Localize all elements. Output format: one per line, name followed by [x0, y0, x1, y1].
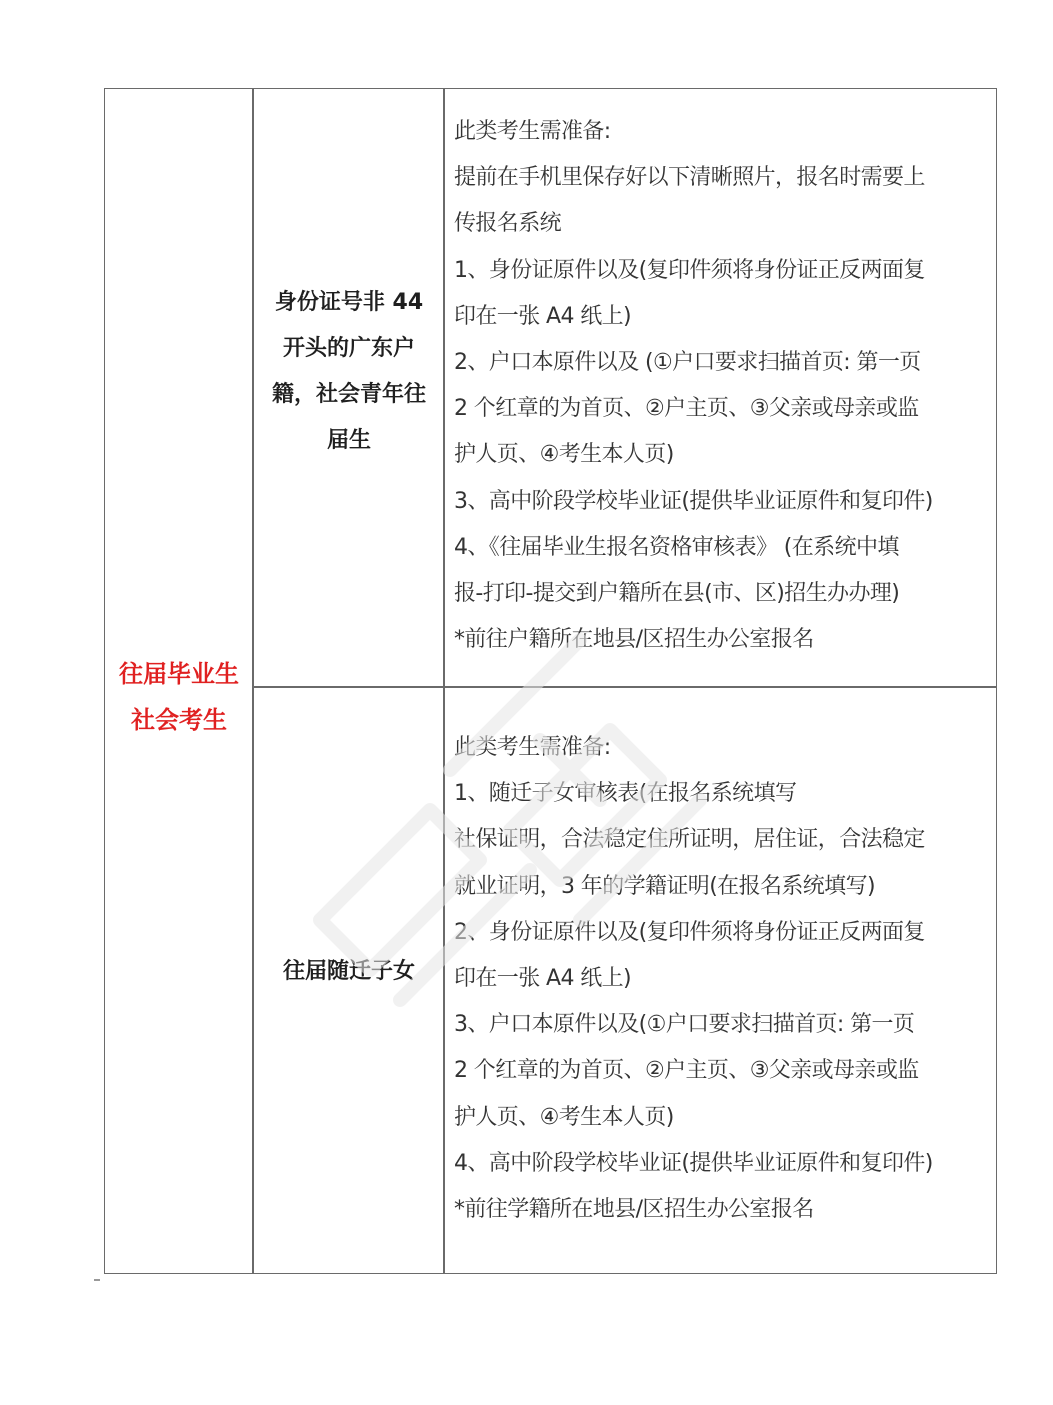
category-label: [119, 651, 239, 743]
requirement-line: 4、《往届毕业生报名资格审核表》 (在系统中填: [454, 534, 899, 560]
requirement-line: 此类考生需准备:: [454, 119, 611, 144]
requirement-line: 印在一张 A4 纸上): [454, 966, 632, 992]
subcategory-line: 籍，社会青年往: [271, 381, 426, 407]
requirement-line: 此类考生需准备:: [454, 735, 611, 760]
requirement-line: 社保证明，合法稳定住所证明，居住证，合法稳定: [454, 827, 925, 853]
requirement-line: 2、户口本原件以及 (①户口要求扫描首页: 第一页: [454, 350, 921, 376]
subcategory-cell-native-hukou: [254, 89, 444, 686]
requirement-line: 3、高中阶段学校毕业证(提供毕业证原件和复印件): [454, 488, 933, 514]
category-line: 社会考生: [131, 706, 227, 734]
requirement-line: 2 个红章的为首页、②户主页、③父亲或母亲或监: [454, 1058, 919, 1084]
subcategory-line: 届生: [326, 427, 371, 453]
category-cell: [105, 89, 253, 1273]
requirement-line: *前往学籍所在地县/区招生办公室报名: [454, 1197, 814, 1223]
requirement-line: 1、身份证原件以及(复印件须将身份证正反两面复: [454, 257, 925, 283]
requirement-line: 2 个红章的为首页、②户主页、③父亲或母亲或监: [454, 396, 919, 422]
subcategory-label: [261, 949, 437, 995]
requirements-cell-native-hukou: [445, 109, 997, 663]
subcategory-cell-migrant-children: [254, 688, 444, 1275]
requirement-line: 2、身份证原件以及(复印件须将身份证正反两面复: [454, 919, 925, 945]
requirement-line: 就业证明，3 年的学籍证明(在报名系统填写): [454, 873, 875, 899]
requirement-line: 印在一张 A4 纸上): [454, 303, 632, 329]
subcategory-line: 身份证号非 44: [274, 289, 424, 315]
requirement-line: 传报名系统: [454, 211, 562, 237]
subcategory-line: 开头的广东户: [282, 335, 415, 361]
requirement-line: 护人页、④考生本人页): [454, 442, 674, 468]
requirement-line: 提前在手机里保存好以下清晰照片，报名时需要上: [454, 165, 925, 191]
requirement-line: 报-打印-提交到户籍所在县(市、区)招生办办理): [454, 581, 900, 607]
requirement-line: 3、户口本原件以及(①户口要求扫描首页: 第一页: [454, 1012, 915, 1038]
stray-mark: [94, 1279, 100, 1281]
requirements-table: [104, 88, 997, 1274]
subcategory-label: [261, 280, 437, 464]
requirements-cell-migrant-children: [445, 725, 997, 1233]
subcategory-line: 往届随迁子女: [282, 958, 415, 984]
requirement-line: 护人页、④考生本人页): [454, 1104, 674, 1130]
requirement-line: *前往户籍所在地县/区招生办公室报名: [454, 627, 814, 653]
requirement-line: 4、高中阶段学校毕业证(提供毕业证原件和复印件): [454, 1150, 933, 1176]
requirement-line: 1、随迁子女审核表(在报名系统填写: [454, 781, 797, 807]
category-line: 往届毕业生: [119, 660, 239, 688]
